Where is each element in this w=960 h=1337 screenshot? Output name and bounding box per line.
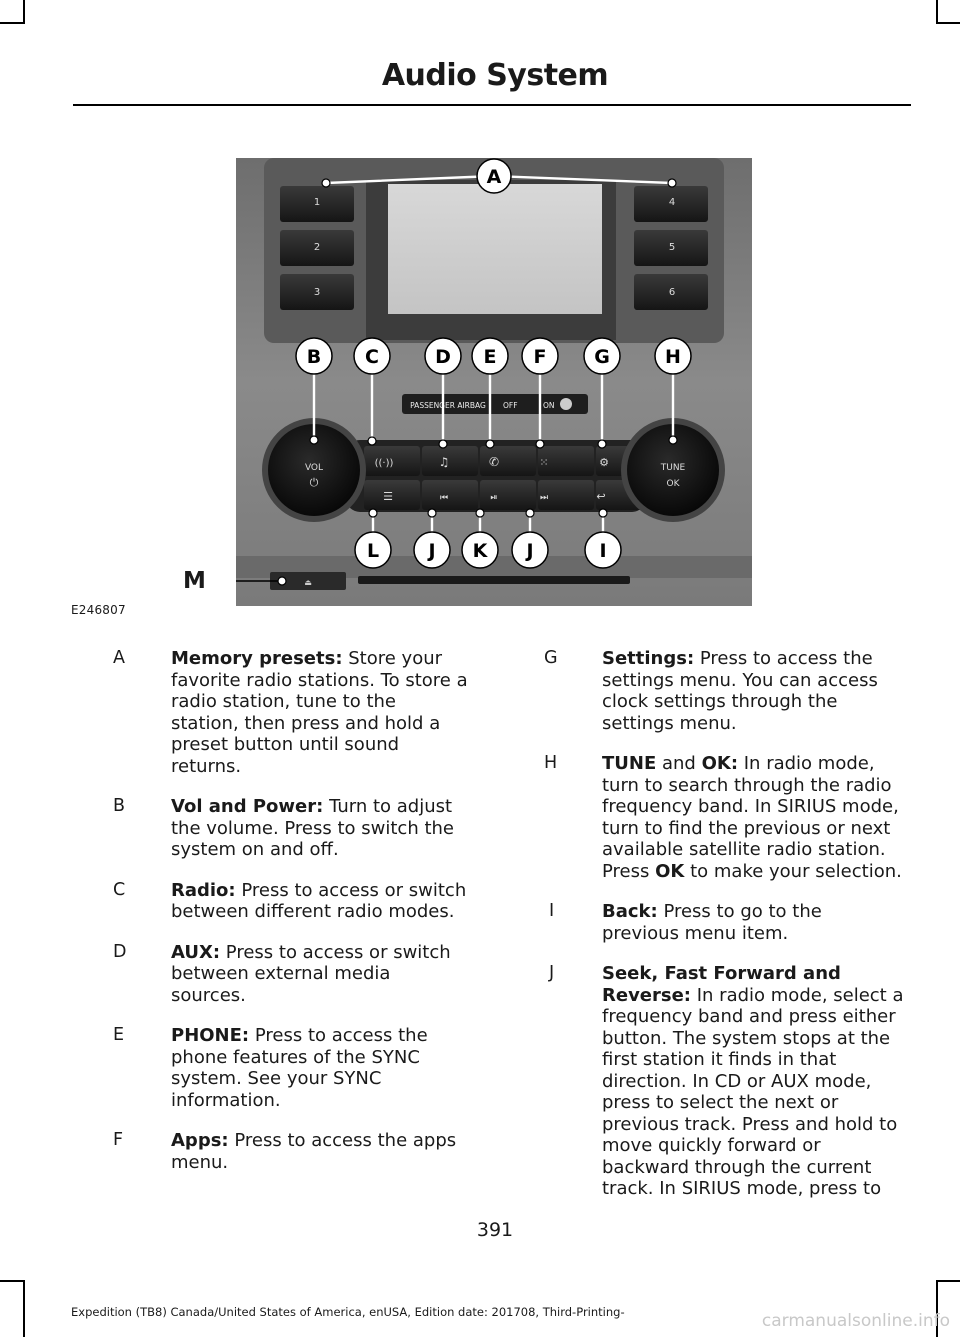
legend-text-mid: and [656, 753, 702, 774]
crop-mark-top-right-h [936, 22, 960, 24]
legend-term-3: OK [655, 860, 685, 882]
legend-item [544, 753, 904, 882]
footer-edition: Expedition (TB8) Canada/United States of America, enUSA, Edition date: 201708, Third-Printing- [71, 1305, 625, 1319]
preset-4-label: 4 [668, 197, 676, 208]
legend-term: AUX: [171, 941, 221, 963]
callout-d: D [435, 346, 451, 368]
page-number: 391 [476, 1219, 514, 1241]
legend-item [113, 880, 469, 923]
play-pause-icon: ⏯ [490, 493, 498, 503]
callout-h: H [665, 346, 681, 368]
callout-l: L [366, 540, 380, 562]
preset-6-label: 6 [668, 287, 676, 298]
ok-knob-label: OK [666, 479, 680, 489]
callout-g: G [594, 346, 610, 368]
radio-icon: ((·)) [374, 458, 394, 469]
callout-e: E [483, 346, 497, 368]
legend-text: Turn to adjust the volume. Press to switch the system on and off. [171, 796, 454, 860]
preset-1-label: 1 [313, 197, 321, 208]
power-icon: ⏻ [309, 476, 319, 489]
legend-item [544, 963, 904, 1200]
legend-term: Vol and Power: [171, 796, 324, 817]
header-rule [73, 104, 911, 106]
seek-forward-icon: ⏭ [539, 493, 549, 503]
legend-term-2: OK: [701, 753, 739, 774]
legend-term: Back: [602, 901, 658, 922]
legend-item [113, 1130, 469, 1173]
legend-text: In radio mode, turn to search through the radio frequency band. In SIRIUS mode, turn to find the previous or next available satellite radio station. Press [602, 753, 899, 882]
legend-text: Press to access the apps menu. [171, 1130, 457, 1173]
settings-gear-icon: ⚙ [599, 456, 609, 469]
back-arrow-icon: ↩ [596, 490, 606, 503]
crop-mark-top-left-v [23, 0, 25, 22]
seek-back-icon: ⏮ [439, 493, 449, 503]
legend-term: TUNE [602, 753, 657, 774]
legend-text-2: to make your selection. [684, 860, 902, 882]
vol-knob-label: VOL [304, 463, 324, 473]
watermark: carmanualsonline.info [761, 1311, 950, 1331]
legend-item [544, 901, 904, 944]
legend-item [113, 796, 469, 861]
legend-text: Press to access the settings menu. You can access clock settings through the settings menu. [602, 648, 878, 734]
legend-item [113, 942, 469, 1007]
legend-key: E [113, 1025, 125, 1045]
legend-key: H [544, 753, 558, 773]
callout-c: C [365, 346, 379, 368]
audio-panel-illustration [236, 158, 752, 606]
legend-term: Apps: [171, 1130, 229, 1151]
music-note-icon: ♫ [438, 455, 450, 469]
legend-term: Memory presets: [171, 648, 343, 669]
preset-3-label: 3 [313, 287, 321, 298]
callout-i: I [599, 540, 607, 562]
legend-text: Press to access the phone features of the SYNC system. See your SYNC information. [171, 1025, 428, 1111]
audio-panel-figure [236, 158, 752, 606]
eject-icon: ⏏ [304, 578, 312, 587]
legend-key: C [113, 879, 126, 900]
legend-text: In radio mode, select a frequency band and press either button. The system stops at the first station it finds in that direction. In CD or AUX mode, press to select the next or previous track. Press and hold to move quickly forward or backward through the current track. In SIRIUS mode, press to [602, 984, 904, 1199]
legend-term: Seek, Fast Forward and Reverse: [602, 963, 841, 1006]
callout-a: A [486, 166, 502, 188]
callout-b: B [306, 346, 322, 368]
legend-key: D [113, 941, 127, 962]
legend-text: Press to access or switch between different radio modes. [171, 879, 467, 922]
legend-key: G [544, 648, 558, 668]
callout-k: K [472, 540, 488, 562]
crop-mark-top-right-v [936, 0, 938, 22]
callout-j-left: J [428, 540, 436, 562]
legend-item [113, 648, 469, 777]
legend-item [113, 1025, 469, 1111]
crop-mark-bottom-left-h [0, 1280, 25, 1282]
airbag-on-label: ON [543, 401, 555, 410]
legend-key: J [549, 963, 555, 983]
legend-term: Settings: [602, 648, 695, 669]
crop-mark-top-left-h [0, 22, 25, 24]
legend-text: Store your favorite radio stations. To store a radio station, tune to the station, then press and hold a preset button until sound returns. [171, 648, 468, 777]
tune-knob-label: TUNE [660, 463, 686, 473]
callout-j-right: J [526, 540, 534, 562]
legend-key: I [549, 901, 555, 921]
legend-term: Radio: [171, 879, 236, 901]
legend-column-left [113, 648, 469, 1192]
legend-text: Press to access or switch between external media sources. [171, 941, 451, 1006]
airbag-off-label: OFF [503, 401, 518, 410]
callout-m: M [183, 568, 206, 594]
legend-item [544, 648, 904, 734]
legend-key: A [113, 648, 125, 668]
crop-mark-bottom-right-h [936, 1280, 960, 1282]
legend-key: B [113, 796, 126, 816]
crop-mark-bottom-left-v [23, 1280, 25, 1337]
phone-icon: ✆ [488, 455, 500, 469]
callout-f: F [533, 346, 547, 368]
figure-code: E246807 [71, 603, 126, 617]
legend-text: Press to go to the previous menu item. [602, 901, 822, 944]
preset-5-label: 5 [668, 242, 676, 253]
legend-column-right [544, 648, 904, 1219]
airbag-indicator-icon [560, 398, 572, 410]
legend-key: F [113, 1130, 124, 1150]
apps-grid-icon: ⁙ [539, 456, 549, 469]
page-title: Audio System [381, 58, 609, 93]
equalizer-icon: ☰ [383, 490, 393, 503]
preset-2-label: 2 [313, 242, 321, 253]
airbag-label: PASSENGER AIRBAG [410, 401, 486, 410]
legend-term: PHONE: [171, 1025, 250, 1046]
